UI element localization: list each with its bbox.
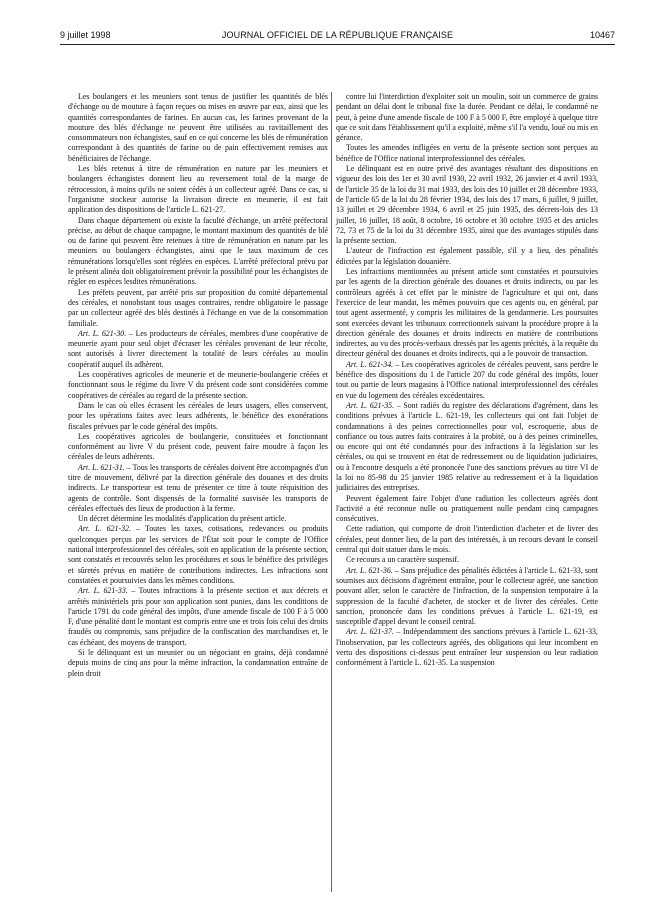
article-reference: Art. L. 621-37.: [346, 627, 394, 637]
paragraph-text: Ce recours a un caractère suspensif.: [346, 555, 460, 565]
paragraph: [336, 267, 598, 360]
paragraph-text: – Sans préjudice des pénalités édictées à l'article L. 621-33, sont soumises aux décisions d'agrément entraîne, pour le collecteur agréé, une sanction pouvant aller, selon le caractère de l'infraction, de la suspension temporaire à la suppression de la faculté d'acheter, de stocker et de livrer des céréales. Cette sanction, prononcée dans les conditions prévues à l'article L. 621-19, est susceptible d'appel devant le conseil central.: [336, 565, 598, 627]
article-reference: Art. L. 621-30.: [78, 328, 127, 338]
paragraph-text: Dans chaque département où existe la faculté d'échange, un arrêté préfectoral précise, au début de chaque campagne, le montant maximum des quantités de blé ou de farine qui peuvent être retenues à titre de rémunération en nature par les meuniers ou boulangers échangistes, ainsi que le taux maximum de ces rémunérations lorsqu'elles sont réglées en espèces. L'arrêté préfectoral prévu par le présent alinéa doit obligatoirement prévoir la possibilité pour les échangistes de régler en espèces lesdites rémunérations.: [68, 215, 328, 287]
paragraph-text: contre lui l'interdiction d'exploiter soit un moulin, soit un commerce de grains pendant un délai dont le tribunal fixe la durée. Pendant ce délai, le condamné ne peut, à peine d'une amende fiscale de 100 F à 5 000 F, être employé à quelque titre que ce soit dans l'établissement qu'il a exploité, même s'il l'a vendu, loué ou mis en gérance.: [336, 92, 598, 143]
paragraph: [336, 555, 598, 565]
paragraph-text: Peuvent également faire l'objet d'une radiation les collecteurs agréés dont l'activité a été reconnue nulle ou pratiquement nulle pendant cinq campagnes consécutives.: [336, 493, 598, 524]
paragraph: [68, 370, 328, 401]
paragraph: [68, 288, 328, 329]
article-reference: Art. L. 621-31.: [78, 462, 125, 472]
paragraph-text: L'auteur de l'infraction est également passible, s'il y a lieu, des pénalités édictées par la législation douanière.: [336, 246, 598, 266]
paragraph: [68, 401, 328, 432]
left-column: [68, 92, 328, 679]
paragraph-text: – Tous les transports de céréales doivent être accompagnés d'un titre de mouvement, délivré par la direction générale des douanes et des droits indirects. Le transporteur est tenu de présenter ce titre à toute réquisition des agents de contrôle. Sont dispensés de la formalité susvisée les transports de céréales effectués des lieux de production à la ferme.: [68, 462, 328, 513]
paragraph: [336, 164, 598, 246]
paragraph-text: – Les producteurs de céréales, membres d'une coopérative de meunerie ayant pour seul objet d'écraser les céréales provenant de leur récolte, sont autorisés à livrer directement la totalité de leurs céréales au moulin coopératif auquel ils adhèrent.: [68, 328, 328, 369]
article-reference: Art. L. 621-36.: [346, 565, 393, 575]
paragraph: [336, 494, 598, 525]
journal-title: JOURNAL OFFICIEL DE LA RÉPUBLIQUE FRANÇAISE: [221, 30, 454, 40]
paragraph: [68, 216, 328, 288]
paragraph-text: – Toutes les taxes, cotisations, redevances ou produits quelconques perçus par les services de l'État soit pour le compte de l'Office national interprofessionnel des céréales, soit en application de la présente section, sont constatés et recouvrés selon les procédures et sous le bénéfice des privilèges et sûretés prévus en matière de contributions indirectes. Les infractions sont constatées et poursuivies dans les mêmes conditions.: [68, 524, 328, 585]
header-rule: [60, 44, 615, 45]
paragraph-text: – Les coopératives agricoles de céréales peuvent, sans perdre le bénéfice des dispositions du 1 de l'article 207 du code général des impôts, louer tout ou partie de leurs magasins à l'Office national interprofessionnel des céréales en vue du logement des céréales excédentaires.: [336, 359, 598, 400]
paragraph: [336, 524, 598, 555]
page-header: [60, 30, 615, 44]
paragraph: [68, 432, 328, 463]
paragraph: [336, 401, 598, 494]
header-date: 9 juillet 1998: [60, 30, 111, 40]
paragraph: [336, 566, 598, 628]
article-reference: Art. L. 621-35.: [346, 400, 395, 410]
paragraph: [68, 92, 328, 164]
paragraph: [68, 586, 328, 648]
column-divider: [331, 92, 332, 892]
paragraph-text: – Sont radiés du registre des déclarations d'agrément, dans les conditions prévues à l'article L. 621-19, les collecteurs qui ont fait l'objet de condamnations à des peines correctionnelles pour vol, escroquerie, abus de confiance ou tous autres faits contraires à la probité, ou à des peines criminelles, ou encore qui ont été condamnés pour des infractions à la législation sur les céréales, ou qui se trouvent en état de redressement ou de liquidation judiciaires, ou à l'encontre desquels a été prononcée l'une des sanctions prévues au titre VI de la loi no 85-98 du 25 janvier 1985 relative au redressement et à la liquidation judiciaires des entreprises.: [336, 400, 598, 493]
paragraph-text: – Indépendamment des sanctions prévues à l'article L. 621-33, l'inobservation, par les collecteurs agréés, des obligations qui leur incombent en vertu des dispositions ci-dessus peut entraîner leur suspension ou leur radiation conformément à l'article L. 621-35. La suspension: [336, 627, 598, 668]
paragraph: [68, 164, 328, 215]
right-column: [336, 92, 598, 669]
paragraph-text: Les préfets peuvent, par arrêté pris sur proposition du comité départemental des céréales, et nonobstant tous usages contraires, rendre obligatoire le passage par un collecteur agréé des blés destinés à l'échange en vue de la consommation familiale.: [68, 287, 328, 328]
page-number: 10467: [589, 30, 615, 40]
paragraph-text: Le délinquant est en outre privé des avantages résultant des dispositions en vigueur des lois des 1er et 30 avril 1930, 22 avril 1932, 26 janvier et 4 avril 1933, de l'article 35 de la loi du 31 mai 1933, des lois des 10 juillet et 28 décembre 1933, de l'article 65 de la loi du 28 février 1934, des lois des 17 mars, 6 juillet, 9 juillet, 13 juillet et 29 décembre 1934, 6 avril et 25 juin 1935, des décrets-lois des 13 juillet, 16 juillet, 18 août, 8 octobre, 16 octobre et 30 octobre 1935 et des articles 72, 73 et 75 de la loi du 31 décembre 1935, ainsi que des avantages stipulés dans la présente section.: [336, 164, 598, 246]
article-reference: Art. L. 621-34.: [346, 359, 394, 369]
paragraph: [68, 514, 328, 524]
paragraph: [336, 246, 598, 267]
paragraph: [336, 360, 598, 401]
paragraph: [68, 329, 328, 370]
paragraph-text: Les boulangers et les meuniers sont tenus de justifier les quantités de blés d'échange ou de mouture à façon reçues ou mises en œuvre par eux, ainsi que les quantités correspondantes de farines. En aucun cas, les farines provenant de la mouture des blés d'échange ne peuvent être utilisées au ravitaillement des consommateurs non échangistes, sauf en ce qui concerne les blés de rémunération correspondant à des quantités de farine ou de pain effectivement remises aux bénéficiaires de l'échange.: [68, 92, 328, 163]
paragraph: [336, 92, 598, 143]
paragraph-text: Cette radiation, qui comporte de droit l'interdiction d'acheter et de livrer des céréales, peut donner lieu, de la part des intéressés, à un recours devant le conseil central qui doit statuer dans le mois.: [336, 524, 598, 555]
paragraph-text: Les coopératives agricoles de meunerie et de meunerie-boulangerie créées et fonctionnant sous le régime du livre V du présent code sont considérées comme coopératives de céréales au regard de la présente section.: [68, 370, 328, 400]
paragraph: [68, 463, 328, 514]
paragraph-text: Les blés retenus à titre de rémunération en nature par les meuniers et boulangers échangistes donnent lieu au reversement total de la marge de rétrocession, à moins qu'ils ne soient cédés à un collecteur agréé. Dans ce cas, si l'organisme stockeur autorise la livraison directe en meunerie, il est fait application des dispositions de l'article L. 621-27.: [68, 164, 328, 215]
paragraph: [68, 524, 328, 586]
paragraph-text: Les coopératives agricoles de boulangerie, constituées et fonctionnant conformément au livre V du présent code, peuvent faire moudre à façon les céréales de leurs adhérents.: [68, 431, 328, 462]
paragraph-text: Si le délinquant est un meunier ou un négociant en grains, déjà condamné depuis moins de cinq ans pour la même infraction, la condamnation entraîne de plein droit: [68, 648, 328, 678]
paragraph-text: Toutes les amendes infligées en vertu de la présente section sont perçues au bénéfice de l'Office national interprofessionnel des céréales.: [336, 143, 598, 163]
paragraph: [336, 627, 598, 668]
paragraph: [68, 648, 328, 679]
paragraph-text: Dans le cas où elles écrasent les céréales de leurs usagers, elles conservent, pour les opérations faites avec leurs adhérents, le bénéfice des exonérations fiscales prévues par le code général des impôts.: [68, 400, 328, 431]
article-reference: Art. L. 621-32.: [78, 524, 131, 534]
paragraph: [336, 143, 598, 164]
paragraph-text: Les infractions mentionnées au présent article sont constatées et poursuivies par les agents de la direction générale des douanes et droits indirects, ou par les contrôleurs agréés à cet effet par le ministre de l'agriculture et qui ont, dans l'exercice de leur mandat, les mêmes pouvoirs que ces agents ou, en général, par tout agent assermenté, y compris les militaires de la gendarmerie. Les poursuites sont exercées devant les tribunaux correctionnels suivant la procédure propre à la direction générale des douanes et droits indirects en matière de contributions indirectes, au vu des procès-verbaux dressés par les agents précités, à la requête du directeur général des douanes et droits indirects, qui a le pouvoir de transaction.: [336, 267, 598, 359]
article-reference: Art. L. 621-33.: [78, 586, 128, 596]
paragraph-text: Un décret détermine les modalités d'application du présent article.: [78, 514, 287, 524]
paragraph-text: – Toutes infractions à la présente section et aux décrets et arrêtés ministériels pris pour son application sont punies, dans les conditions de l'article 1791 du code général des impôts, d'une amende fiscale de 100 F à 5 000 F, d'une pénalité dont le montant est compris entre une et trois fois celui des droits fraudés ou compromis, sans préjudice de la confiscation des marchandises et, le cas échéant, des moyens de transport.: [68, 586, 328, 647]
